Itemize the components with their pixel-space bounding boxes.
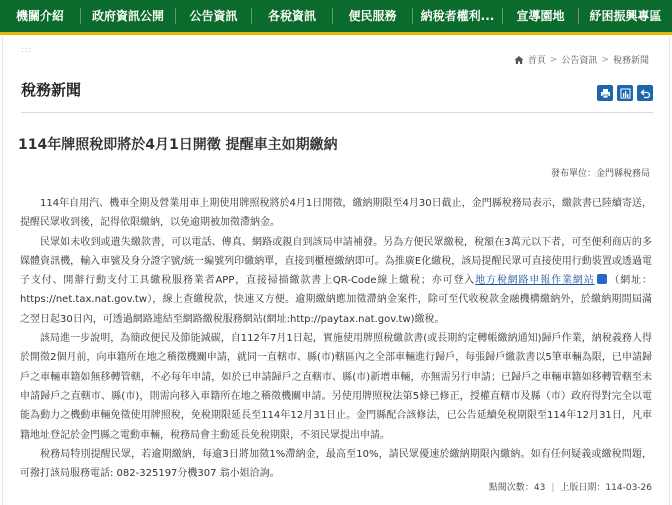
tool-buttons bbox=[597, 85, 653, 101]
breadcrumb bbox=[514, 53, 649, 66]
title-row bbox=[21, 79, 653, 113]
article-paragraph bbox=[20, 233, 652, 329]
nav-item-taxpayer-rights[interactable]: 納稅者權利... bbox=[420, 9, 495, 23]
article-paragraph: 稅務局特別提醒民眾，若逾期繳納，每逾3日將加徵1%滯納金，最高至10%，請民眾優速於繳納期限內繳納。如有任何疑義或繳稅問題，可撥打該局服務電話: 082-325197分機307 翁小姐洽詢。 bbox=[20, 448, 652, 480]
footer-divider: | bbox=[551, 483, 555, 493]
home-icon bbox=[514, 55, 524, 65]
paragraph-text: （網址：https://net.tax.nat.gov.tw），線上查繳稅款，快速又方便。逾期繳納應加徵滯納金案件，除可至代收稅款金融機構繳納外，於繳納期間屆滿之翌日起30日內，可透過網路連結至網路繳稅服務網站(網址:http://paytax.nat.gov.tw)繳稅。 bbox=[20, 275, 652, 325]
update-date: 上版日期：114-03-26 bbox=[560, 483, 652, 493]
back-button[interactable] bbox=[637, 85, 653, 101]
back-icon bbox=[640, 88, 651, 99]
local-tax-site-link[interactable]: 地方稅網路申報作業網站 bbox=[475, 275, 595, 287]
paragraph-text: 民眾如未收到或遺失繳款書，可以電話、傳真、網路或親自到該局申請補發。另為方便民眾繳稅，稅額在3萬元以下者，可至便利商店的多媒體資訊機，輸入車號及身分證字號/統一編號列印繳納單，直接到櫃檯繳納即可。為推廣E化繳稅，該局提醒民眾可直接使用行動裝置或透過電子支付、開辦行動支付工具繳稅服務業者APP，直接掃描繳款書上QR-Code線上繳稅；亦可登入 bbox=[20, 236, 652, 287]
top-navigation bbox=[0, 0, 672, 35]
print-icon bbox=[600, 88, 611, 99]
nav-item-relief[interactable]: 紓困振興專區 bbox=[589, 9, 662, 23]
article-footer bbox=[489, 480, 652, 493]
article-paragraph: 114年自用汽、機車全期及營業用車上期使用牌照稅將於4月1日開徵，繳納期限至4月30日截止，金門縣稅務局表示，繳款書已陸續寄送，提醒民眾收到後，記得依限繳納，以免逾期被加徵滯納金。 bbox=[20, 198, 652, 229]
article-paragraph: 該局進一步說明，為簡政便民及節能減碳，自112年7月1日起，實施使用牌照稅繳款書(或長期約定轉帳繳納通知)歸戶作業，納稅義務人得於開徵2個月前，向車籍所在地之稽徵機關申請，就同一直轄市、縣(市)轄區內之全部車輛進行歸戶，每張歸戶繳款書以5筆車輛為限，已申請歸戶之車輛車籍如無移轉管轄，不必每年申請，如於已申請歸戶之直轄市、縣(市)新增車輛，亦無需另行申請；已歸戶之車輛車籍如移轉管轄至未申請歸戶之直轄市、縣(市)，則需向移入車籍所在地之稽徵機關申請。另使用牌照稅法第5條已修正，授權直轄市及縣（市）政府得對完全以電能為動力之機動車輛免徵使用牌照稅，免稅期限延長至114年12月31日止。金門縣配合該修法，已公告延續免稅期限至114年12月31日，凡車籍地址登記於金門縣之電動車輛，稅務局會主動延長免稅期限，不須民眾提出申請。 bbox=[20, 333, 652, 441]
article-body bbox=[20, 194, 652, 483]
breadcrumb-announcements[interactable]: 公告資訊 bbox=[561, 56, 598, 66]
print-button[interactable] bbox=[597, 85, 613, 101]
stats-icon bbox=[620, 88, 631, 99]
nav-item-about[interactable]: 機關介紹 bbox=[15, 9, 64, 23]
nav-item-tax-info[interactable]: 各稅資訊 bbox=[267, 9, 316, 23]
nav-item-services[interactable]: 便民服務 bbox=[348, 9, 397, 23]
nav-item-gov-info[interactable]: 政府資訊公開 bbox=[91, 9, 164, 23]
breadcrumb-tax-news[interactable]: 稅務新聞 bbox=[612, 56, 649, 66]
breadcrumb-home[interactable]: 首頁 bbox=[527, 56, 546, 66]
page-title: 稅務新聞 bbox=[21, 81, 82, 99]
anchor-marker: ::: bbox=[21, 45, 33, 54]
article-source: 發布單位：金門縣稅務局 bbox=[550, 169, 650, 179]
stats-button[interactable] bbox=[617, 85, 633, 101]
breadcrumb-separator: > bbox=[601, 54, 609, 65]
breadcrumb-separator: > bbox=[549, 54, 558, 65]
nav-item-promotion[interactable]: 宣導園地 bbox=[516, 9, 565, 23]
nav-item-announcements[interactable]: 公告資訊 bbox=[189, 9, 238, 23]
view-count: 點閱次數：43 bbox=[488, 483, 546, 493]
external-link-icon bbox=[597, 274, 607, 284]
article-title: 114年牌照稅即將於4月1日開徵 提醒車主如期繳納 bbox=[18, 137, 338, 153]
